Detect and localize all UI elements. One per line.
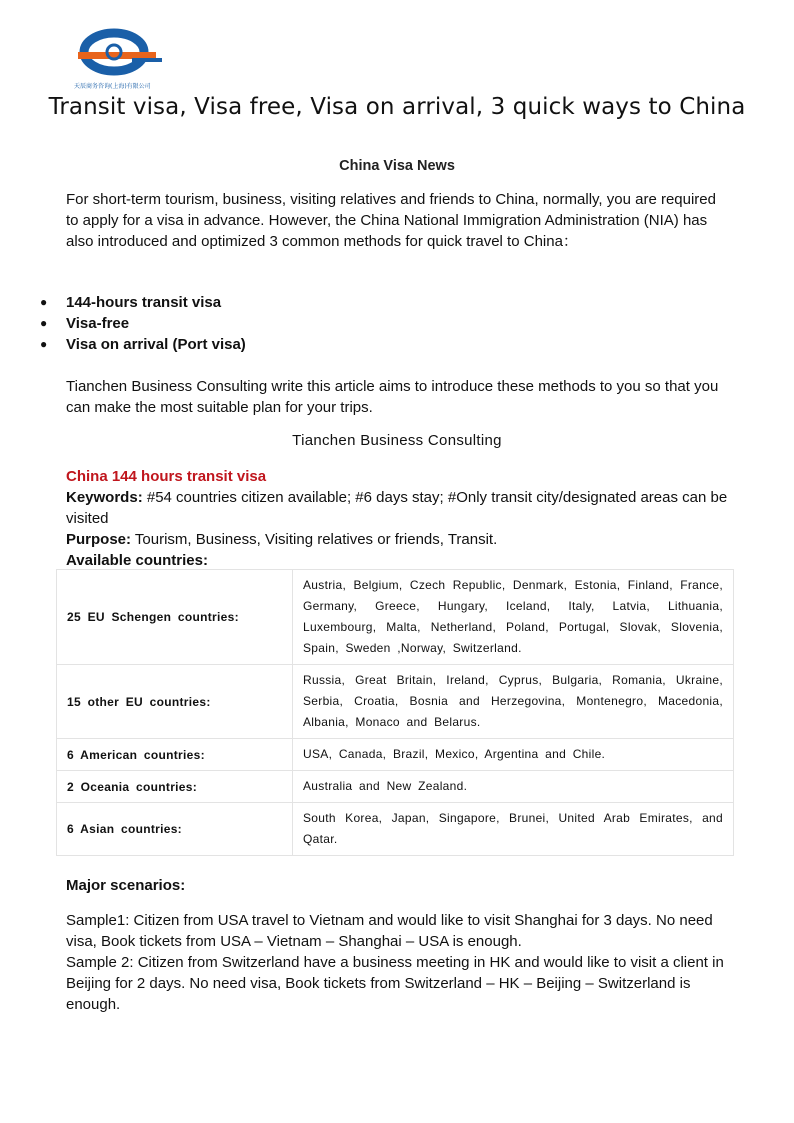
table-row <box>57 570 734 665</box>
section-heading: China 144 hours transit visa <box>66 468 267 485</box>
countries-table <box>56 569 734 856</box>
region-cell: 25 EU Schengen countries: <box>57 570 293 665</box>
bullet-icon: ● <box>40 316 48 330</box>
countries-cell: USA, Canada, Brazil, Mexico, Argentina and Chile. <box>293 739 734 771</box>
purpose-text: Tourism, Business, Visiting relatives or friends, Transit. <box>131 531 498 548</box>
brand-line: Tianchen Business Consulting <box>292 432 502 449</box>
company-logo-icon <box>74 28 170 92</box>
region-cell: 6 American countries: <box>57 739 293 771</box>
sample-paragraph: Sample1: Citizen from USA travel to Vietnam and would like to visit Shanghai for 3 days. No need visa, Book tickets from USA – Vietnam – Shanghai – USA is enough. <box>66 912 713 950</box>
keywords-label: Keywords: <box>66 489 143 506</box>
page-title: Transit visa, Visa free, Visa on arrival, 3 quick ways to China <box>48 94 746 120</box>
available-countries-label: Available countries: <box>66 552 208 569</box>
region-cell: 2 Oceania countries: <box>57 771 293 803</box>
bullet-icon: ● <box>40 295 48 309</box>
keywords-line <box>66 487 730 529</box>
countries-cell: Austria, Belgium, Czech Republic, Denmark, Estonia, Finland, France, Germany, Greece, Hungary, Iceland, Italy, Latvia, Lithuania, Luxembourg, Malta, Netherland, Poland, Portugal, Slovak, Slovenia, Spain, Sweden ,Norway, Switzerland. <box>293 570 734 665</box>
table-row <box>57 739 734 771</box>
table-row <box>57 803 734 856</box>
bullet-icon: ● <box>40 337 48 351</box>
method-list <box>40 292 246 355</box>
major-scenarios-heading: Major scenarios: <box>66 877 186 894</box>
countries-cell: Australia and New Zealand. <box>293 771 734 803</box>
sample-paragraph: Sample 2: Citizen from Switzerland have a business meeting in HK and would like to visit a client in Beijing for 2 days. No need visa, Book tickets from Switzerland – HK – Beijing – Switzerland is enough. <box>66 954 724 1013</box>
logo-caption: 天辰商务咨询(上海)有限公司 <box>74 83 151 90</box>
table-row <box>57 771 734 803</box>
transit-visa-section <box>66 466 730 571</box>
region-cell: 15 other EU countries: <box>57 665 293 739</box>
list-item: ● 144-hours transit visa <box>40 294 222 311</box>
intro-paragraph: For short-term tourism, business, visiting relatives and friends to China, normally, you are required to apply for a visa in advance. However, the China National Immigration Administration (NIA) has also introduced and optimized 3 common methods for quick travel to China： <box>66 191 716 250</box>
table-row <box>57 665 734 739</box>
keywords-text: #54 countries citizen available; #6 days stay; #Only transit city/designated areas can be visited <box>66 489 728 527</box>
countries-cell: South Korea, Japan, Singapore, Brunei, United Arab Emirates, and Qatar. <box>293 803 734 856</box>
purpose-line <box>66 529 730 550</box>
aim-paragraph: Tianchen Business Consulting write this article aims to introduce these methods to you so that you can make the most suitable plan for your trips. <box>66 378 719 416</box>
countries-cell: Russia, Great Britain, Ireland, Cyprus, Bulgaria, Romania, Ukraine, Serbia, Croatia, Bosnia and Herzegovina, Montenegro, Macedonia, Albania, Monaco and Belarus. <box>293 665 734 739</box>
subtitle: China Visa News <box>339 158 455 174</box>
purpose-label: Purpose: <box>66 531 132 548</box>
region-cell: 6 Asian countries: <box>57 803 293 856</box>
list-item: ● Visa-free <box>40 315 130 332</box>
company-logo <box>74 28 170 92</box>
list-item: ● Visa on arrival (Port visa) <box>40 336 246 353</box>
samples-block <box>66 910 730 1015</box>
